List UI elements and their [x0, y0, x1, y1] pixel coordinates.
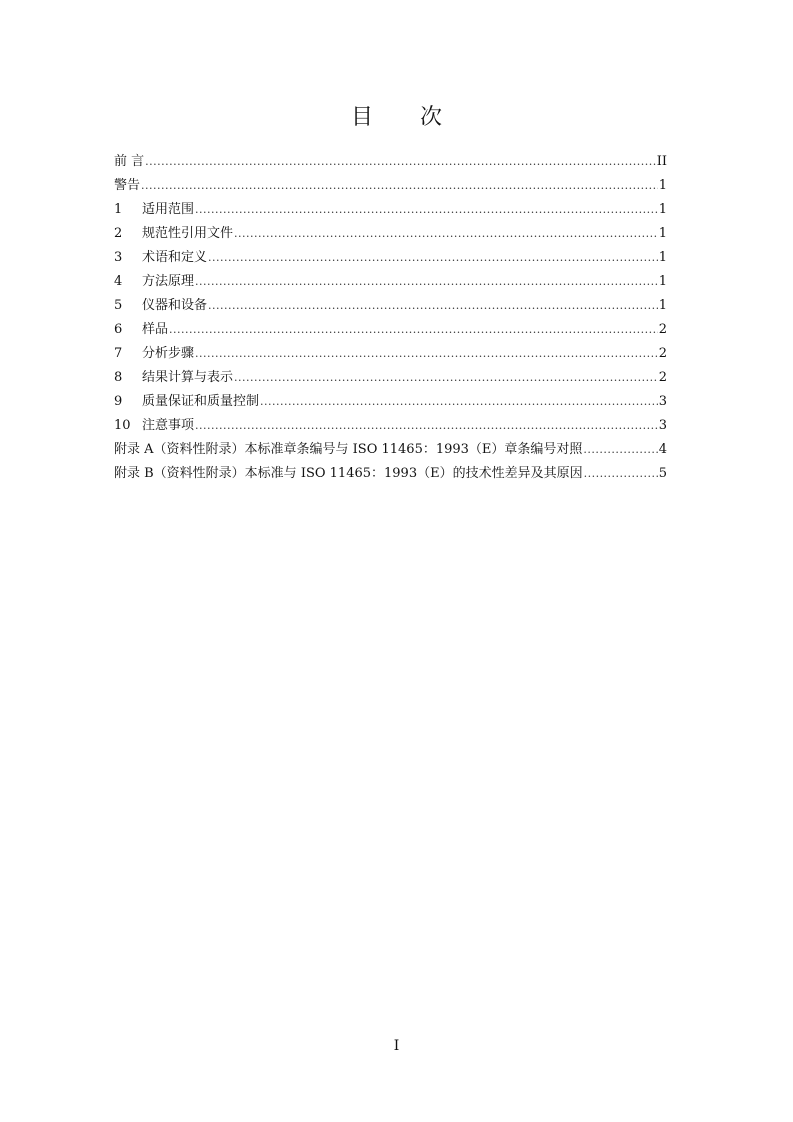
toc-entry-foreword[interactable] — [114, 150, 667, 174]
toc-leader-dots — [260, 390, 658, 414]
toc-entry-10[interactable] — [114, 414, 667, 438]
toc-entry-label: 样品 — [142, 322, 169, 337]
toc-entry-page: 2 — [658, 370, 667, 385]
toc-entry-number: 9 — [114, 394, 123, 409]
toc-entry-page: 1 — [658, 250, 667, 265]
toc-entry-1[interactable] — [114, 198, 667, 222]
toc-leader-dots — [195, 342, 658, 366]
toc-leader-dots — [195, 270, 658, 294]
toc-entry-label: 质量保证和质量控制 — [142, 394, 260, 409]
toc-entry-label: 适用范围 — [142, 202, 195, 217]
page-number: I — [393, 1038, 400, 1054]
toc-entry-label: 结果计算与表示 — [142, 370, 234, 385]
toc-entry-page: 2 — [658, 346, 667, 361]
toc-entry-page: 2 — [658, 322, 667, 337]
toc-entry-2[interactable] — [114, 222, 667, 246]
toc-entry-page: 1 — [658, 226, 667, 241]
toc-leader-dots — [195, 414, 658, 438]
toc-entry-appendix-b[interactable] — [114, 462, 667, 486]
toc-entry-page: 4 — [658, 442, 667, 457]
toc-leader-dots — [583, 438, 657, 462]
toc-entry-label: 规范性引用文件 — [142, 226, 234, 241]
toc-entry-number: 10 — [114, 418, 131, 433]
toc-entry-page: 1 — [658, 274, 667, 289]
toc-entry-7[interactable] — [114, 342, 667, 366]
toc-leader-dots — [141, 174, 658, 198]
toc-entry-appendix-a[interactable] — [114, 438, 667, 462]
toc-entry-number: 6 — [114, 322, 123, 337]
toc-leader-dots — [208, 246, 658, 270]
toc-entry-8[interactable] — [114, 366, 667, 390]
toc-entry-page: II — [656, 154, 667, 169]
toc-entry-number: 4 — [114, 274, 123, 289]
toc-entry-number: 1 — [114, 202, 123, 217]
toc-entry-warning[interactable] — [114, 174, 667, 198]
toc-entry-label: 警告 — [114, 178, 141, 193]
toc-entry-5[interactable] — [114, 294, 667, 318]
toc-entry-page: 1 — [658, 178, 667, 193]
toc-entry-label: 仪器和设备 — [142, 298, 208, 313]
toc-entry-label: 附录 B（资料性附录）本标准与 ISO 11465：1993（E）的技术性差异及其原因 — [114, 466, 583, 481]
toc-entry-page: 5 — [658, 466, 667, 481]
toc-entry-label: 术语和定义 — [142, 250, 208, 265]
toc-entry-label: 附录 A（资料性附录）本标准章条编号与 ISO 11465：1993（E）章条编号对照 — [114, 442, 583, 457]
toc-leader-dots — [169, 318, 658, 342]
toc-entry-page: 1 — [658, 202, 667, 217]
toc-entry-page: 3 — [658, 418, 667, 433]
toc-leader-dots — [145, 150, 656, 174]
toc-entry-label: 注意事项 — [142, 418, 195, 433]
toc-leader-dots — [195, 198, 658, 222]
toc-entry-3[interactable] — [114, 246, 667, 270]
toc-entry-page: 1 — [658, 298, 667, 313]
page-title: 目 次 — [351, 105, 462, 130]
toc-leader-dots — [234, 366, 658, 390]
toc-entry-number: 8 — [114, 370, 123, 385]
toc-entry-label: 分析步骤 — [142, 346, 195, 361]
toc-entry-page: 3 — [658, 394, 667, 409]
toc-entry-4[interactable] — [114, 270, 667, 294]
toc-entry-number: 7 — [114, 346, 123, 361]
toc-entry-number: 3 — [114, 250, 123, 265]
toc-entry-label: 前 言 — [114, 154, 145, 169]
toc-entry-number: 5 — [114, 298, 123, 313]
toc-entry-9[interactable] — [114, 390, 667, 414]
table-of-contents — [114, 150, 667, 486]
toc-entry-number: 2 — [114, 226, 123, 241]
toc-leader-dots — [234, 222, 658, 246]
toc-leader-dots — [208, 294, 658, 318]
toc-leader-dots — [584, 462, 658, 486]
toc-entry-label: 方法原理 — [142, 274, 195, 289]
toc-entry-6[interactable] — [114, 318, 667, 342]
